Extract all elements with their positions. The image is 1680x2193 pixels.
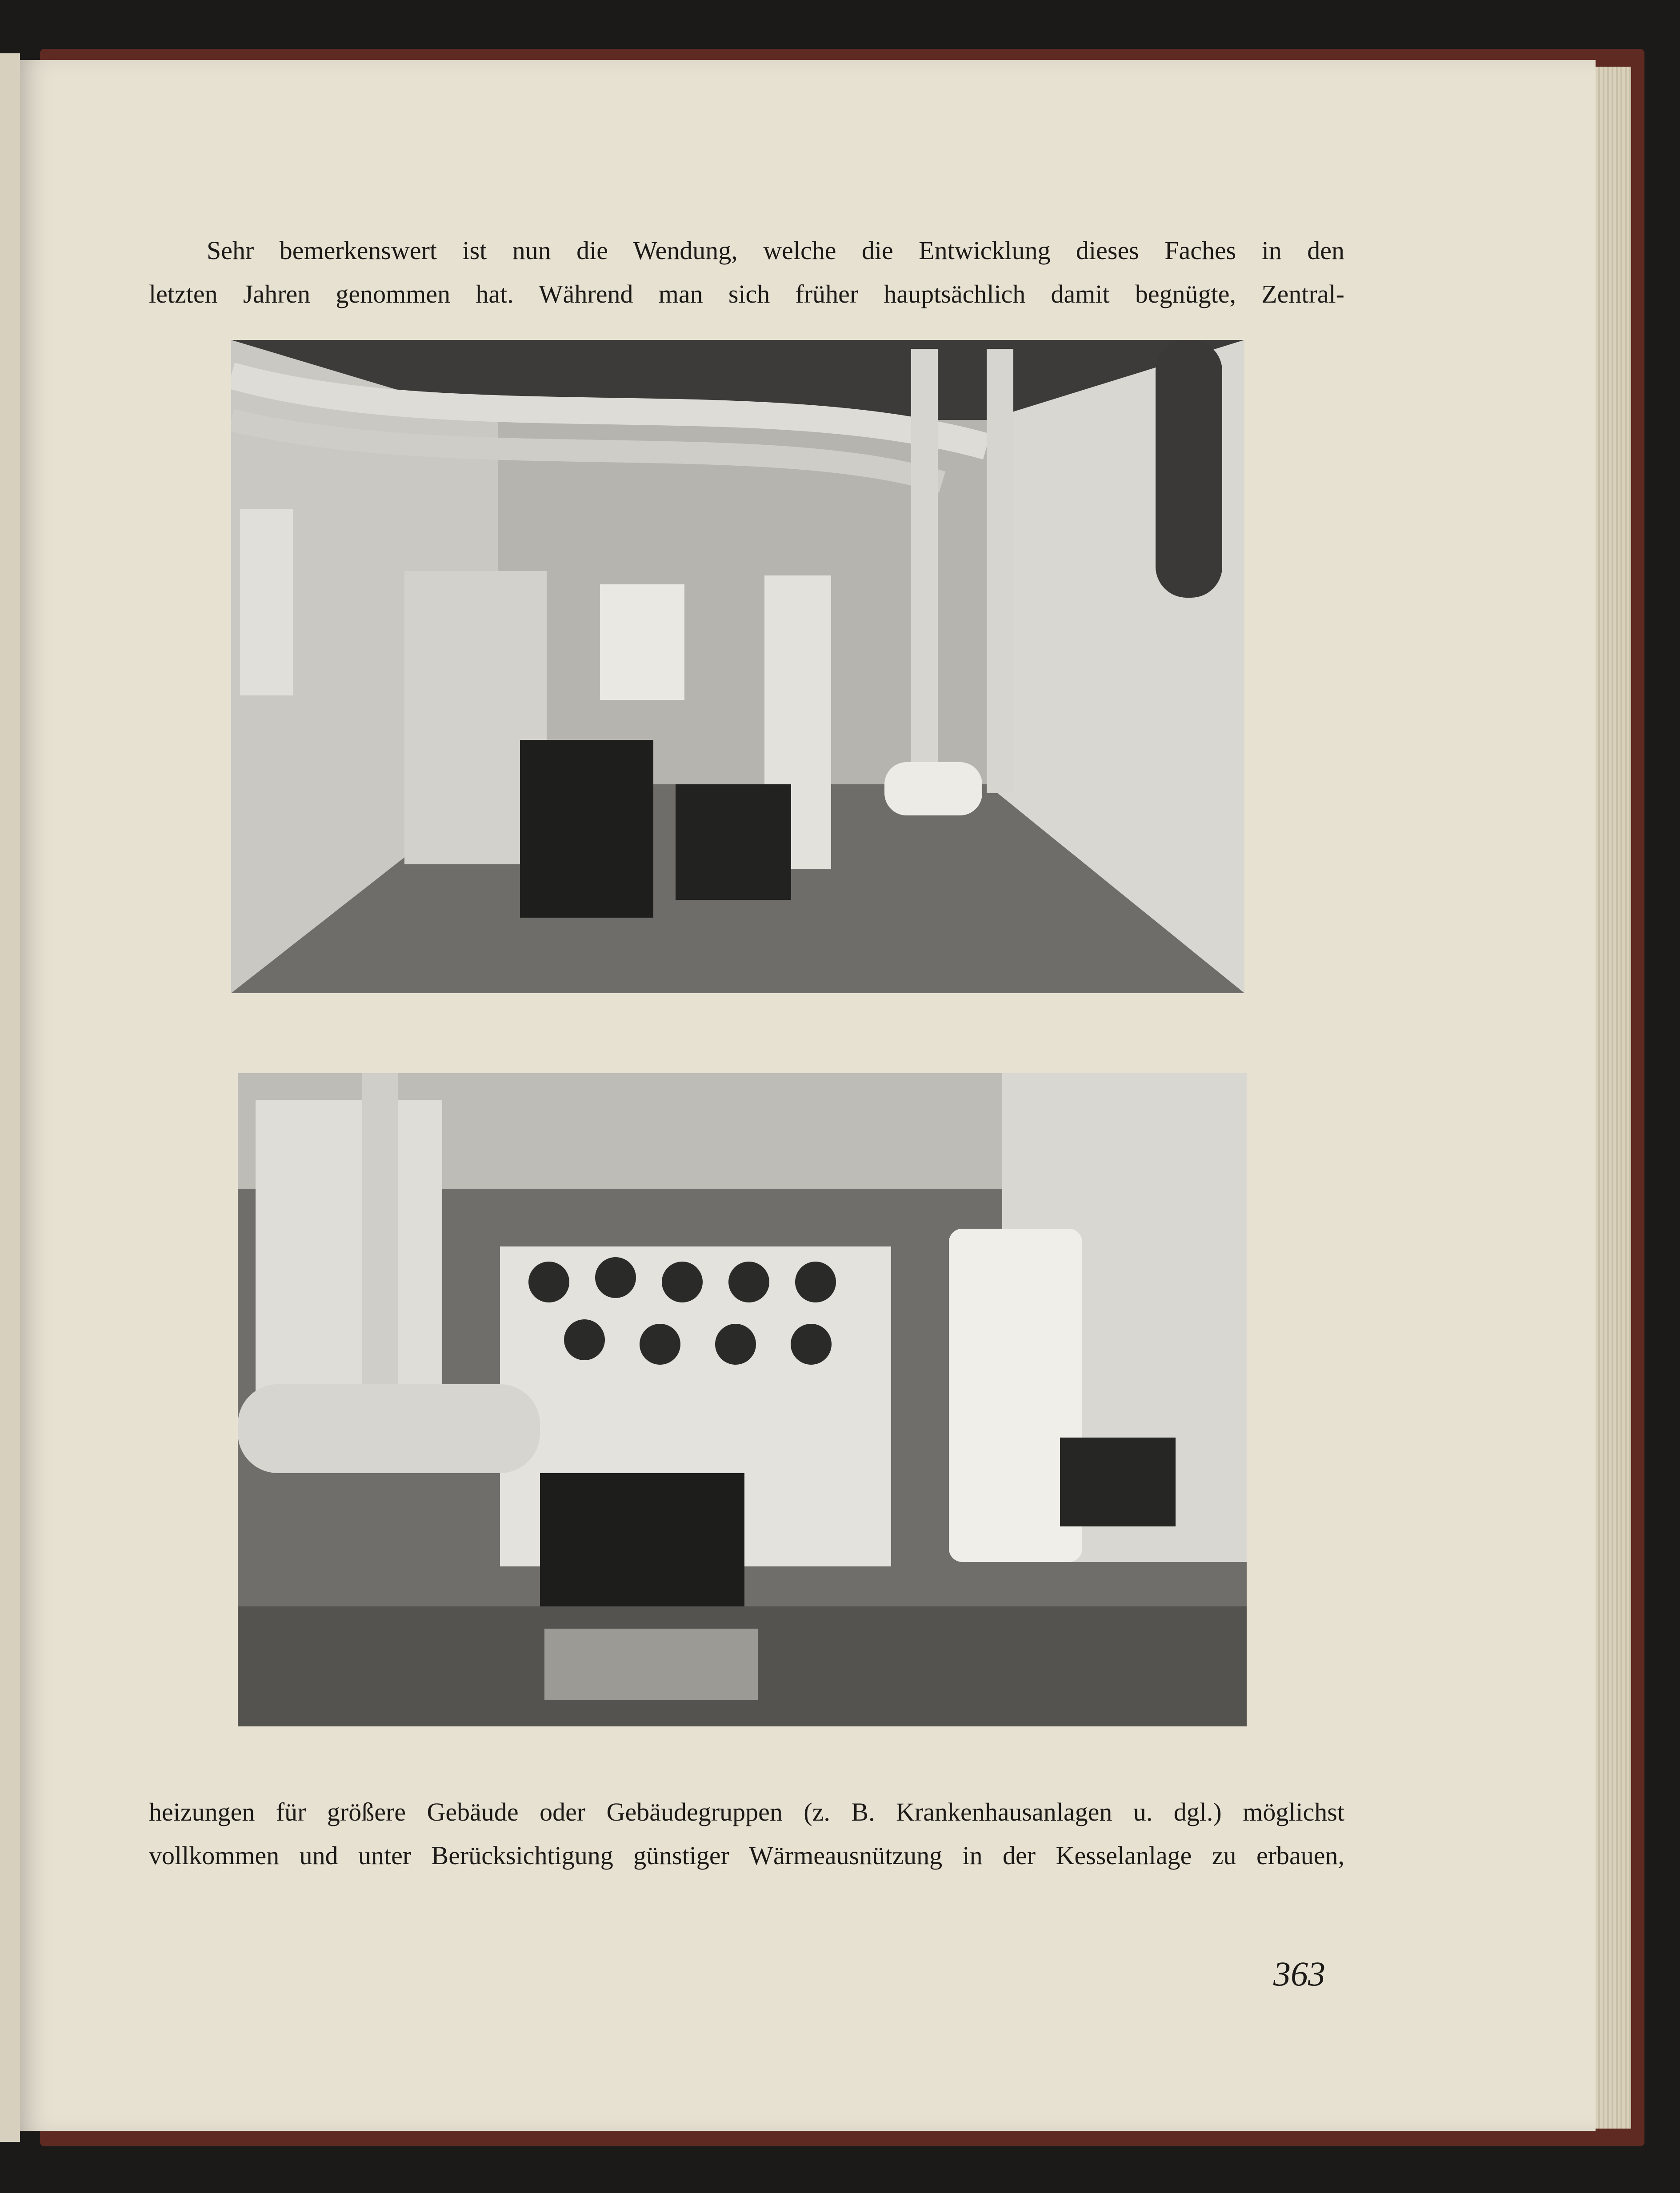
paragraph-top xyxy=(149,229,1344,316)
pump-and-gauge-room-photo-icon xyxy=(238,1073,1247,1726)
pump-and-gauge-room-photo xyxy=(238,1073,1247,1726)
paragraph-top-line-1: Sehr bemerkenswert ist nun die Wendung, welche die Entwicklung dieses Faches in den xyxy=(207,236,1344,265)
book-page xyxy=(20,60,1596,2131)
paragraph-top-line-2: letzten Jahren genommen hat. Während man sich früher hauptsächlich damit begnügte, Zentral- xyxy=(149,280,1344,308)
paragraph-bottom-line-1: heizungen für größere Gebäude oder Gebäudegruppen (z. B. Krankenhausanlagen u. dgl.) möglichst xyxy=(149,1798,1344,1826)
boiler-house-photo-icon xyxy=(231,340,1244,993)
facing-page-edge xyxy=(0,53,20,2142)
paragraph-bottom-line-2: vollkommen und unter Berücksichtigung günstiger Wärmeausnützung in der Kesselanlage zu erbauen, xyxy=(149,1841,1344,1870)
page-number: 363 xyxy=(1273,1954,1325,1993)
boiler-house-photo xyxy=(231,340,1244,993)
paragraph-bottom xyxy=(149,1790,1344,1877)
